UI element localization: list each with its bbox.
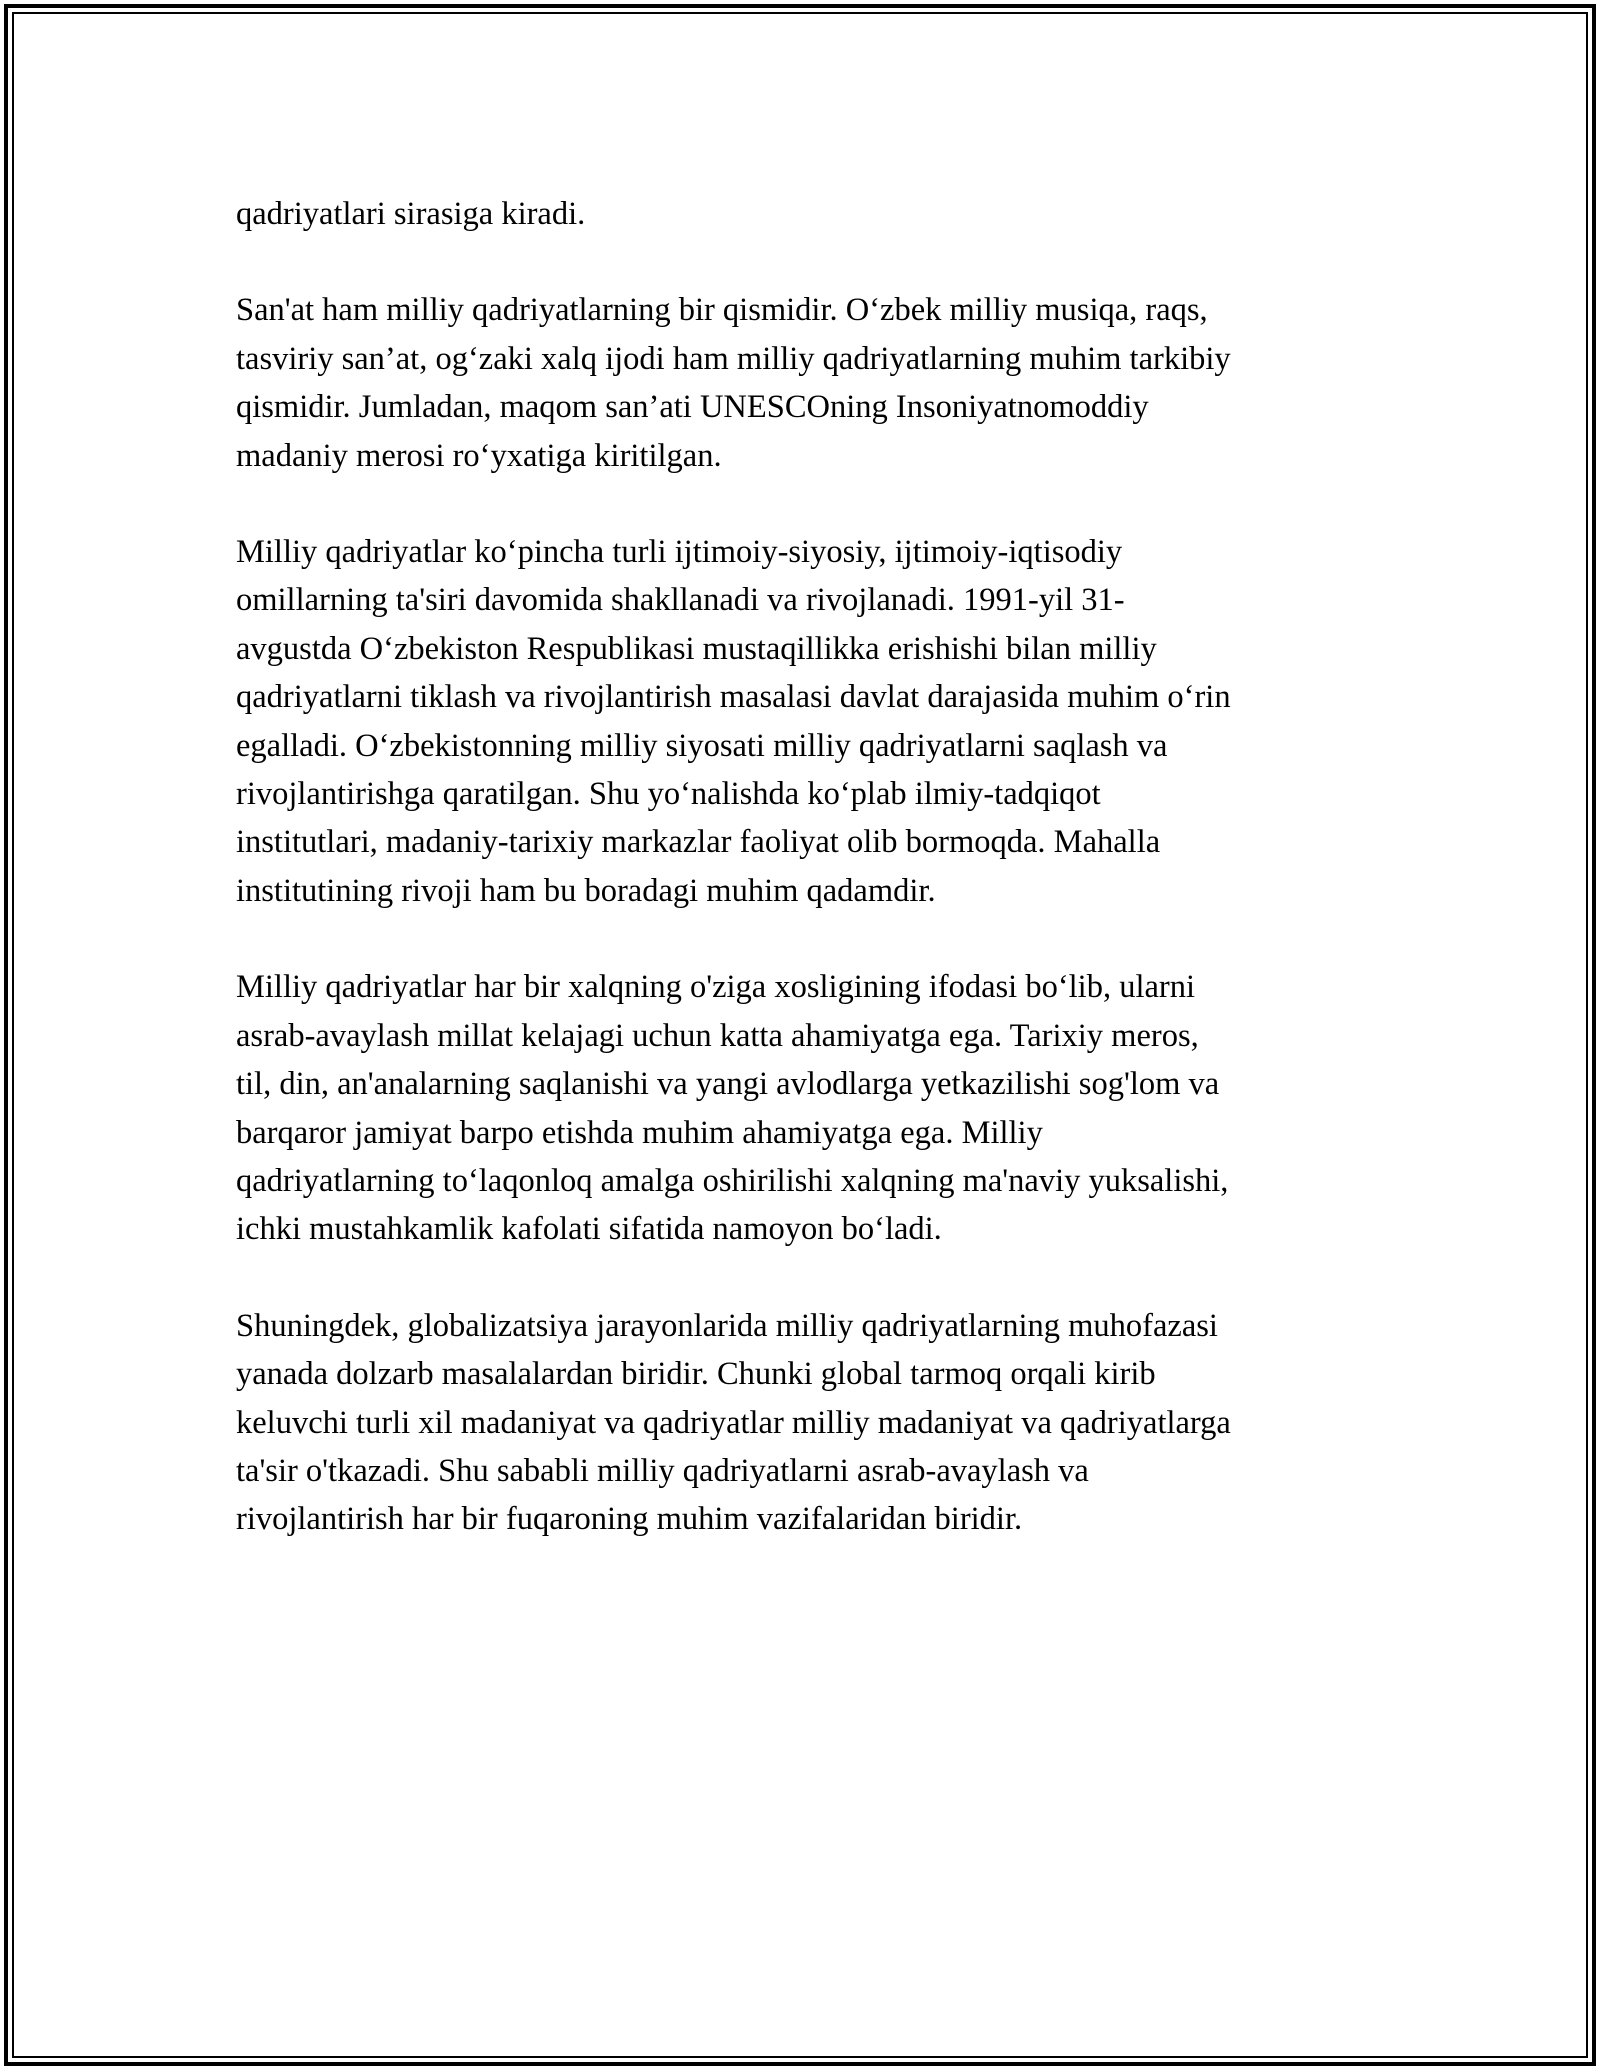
text-line: keluvchi turli xil madaniyat va qadriyatlar milliy madaniyat va qadriyatlarga [236, 1404, 1231, 1441]
text-line: qadriyatlarni tiklash va rivojlantirish masalasi davlat darajasida muhim o‘rin [236, 679, 1231, 716]
text-line: institutining rivoji ham bu boradagi muhim qadamdir. [236, 872, 936, 909]
paragraph [236, 528, 1366, 915]
text-line: egalladi. O‘zbekistonning milliy siyosati milliy qadriyatlarni saqlash va [236, 727, 1168, 764]
text-line: asrab-avaylash millat kelajagi uchun katta ahamiyatga ega. Tarixiy meros, [236, 1017, 1199, 1054]
text-line: omillarning ta'siri davomida shakllanadi va rivojlanadi. 1991-yil 31- [236, 582, 1125, 619]
text-line: Milliy qadriyatlar har bir xalqning o'ziga xosligining ifodasi bo‘lib, ularni [236, 969, 1196, 1006]
paragraph [236, 286, 1366, 480]
text-line: Milliy qadriyatlar ko‘pincha turli ijtimoiy-siyosiy, ijtimoiy-iqtisodiy [236, 534, 1123, 571]
text-line: qismidir. Jumladan, maqom san’ati UNESCOning Insoniyatnomoddiy [236, 389, 1149, 426]
text-line: yanada dolzarb masalalardan biridir. Chunki global tarmoq orqali kirib [236, 1356, 1156, 1393]
text-line: qadriyatlari sirasiga kiradi. [236, 196, 586, 232]
paragraph [236, 1302, 1366, 1544]
text-line: ta'sir o'tkazadi. Shu sababli milliy qadriyatlarni asrab-avaylash va [236, 1452, 1089, 1489]
text-line: tasviriy san’at, og‘zaki xalq ijodi ham milliy qadriyatlarning muhim tarkibiy [236, 340, 1231, 377]
text-line: ichki mustahkamlik kafolati sifatida namoyon bo‘ladi. [236, 1211, 942, 1248]
text-line: madaniy merosi ro‘yxatiga kiritilgan. [236, 437, 722, 474]
text-line: qadriyatlarning to‘laqonloq amalga oshirilishi xalqning ma'naviy yuksalishi, [236, 1162, 1229, 1199]
text-line: rivojlantirish har bir fuqaroning muhim vazifalaridan biridir. [236, 1501, 1023, 1538]
text-line: rivojlantirishga qaratilgan. Shu yo‘nalishda ko‘plab ilmiy-tadqiqot [236, 776, 1101, 813]
paragraph [236, 190, 1366, 238]
text-line: institutlari, madaniy-tarixiy markazlar faoliyat olib bormoqda. Mahalla [236, 824, 1161, 861]
text-line: barqaror jamiyat barpo etishda muhim ahamiyatga ega. Milliy [236, 1114, 1043, 1151]
text-line: avgustda O‘zbekiston Respublikasi mustaqillikka erishishi bilan milliy [236, 630, 1157, 667]
text-line: San'at ham milliy qadriyatlarning bir qismidir. O‘zbek milliy musiqa, raqs, [236, 292, 1208, 329]
paragraph [236, 963, 1366, 1253]
text-line: Shuningdek, globalizatsiya jarayonlarida milliy qadriyatlarning muhofazasi [236, 1307, 1218, 1344]
document-body [236, 190, 1366, 1592]
text-line: til, din, an'analarning saqlanishi va yangi avlodlarga yetkazilishi sog'lom va [236, 1066, 1220, 1103]
